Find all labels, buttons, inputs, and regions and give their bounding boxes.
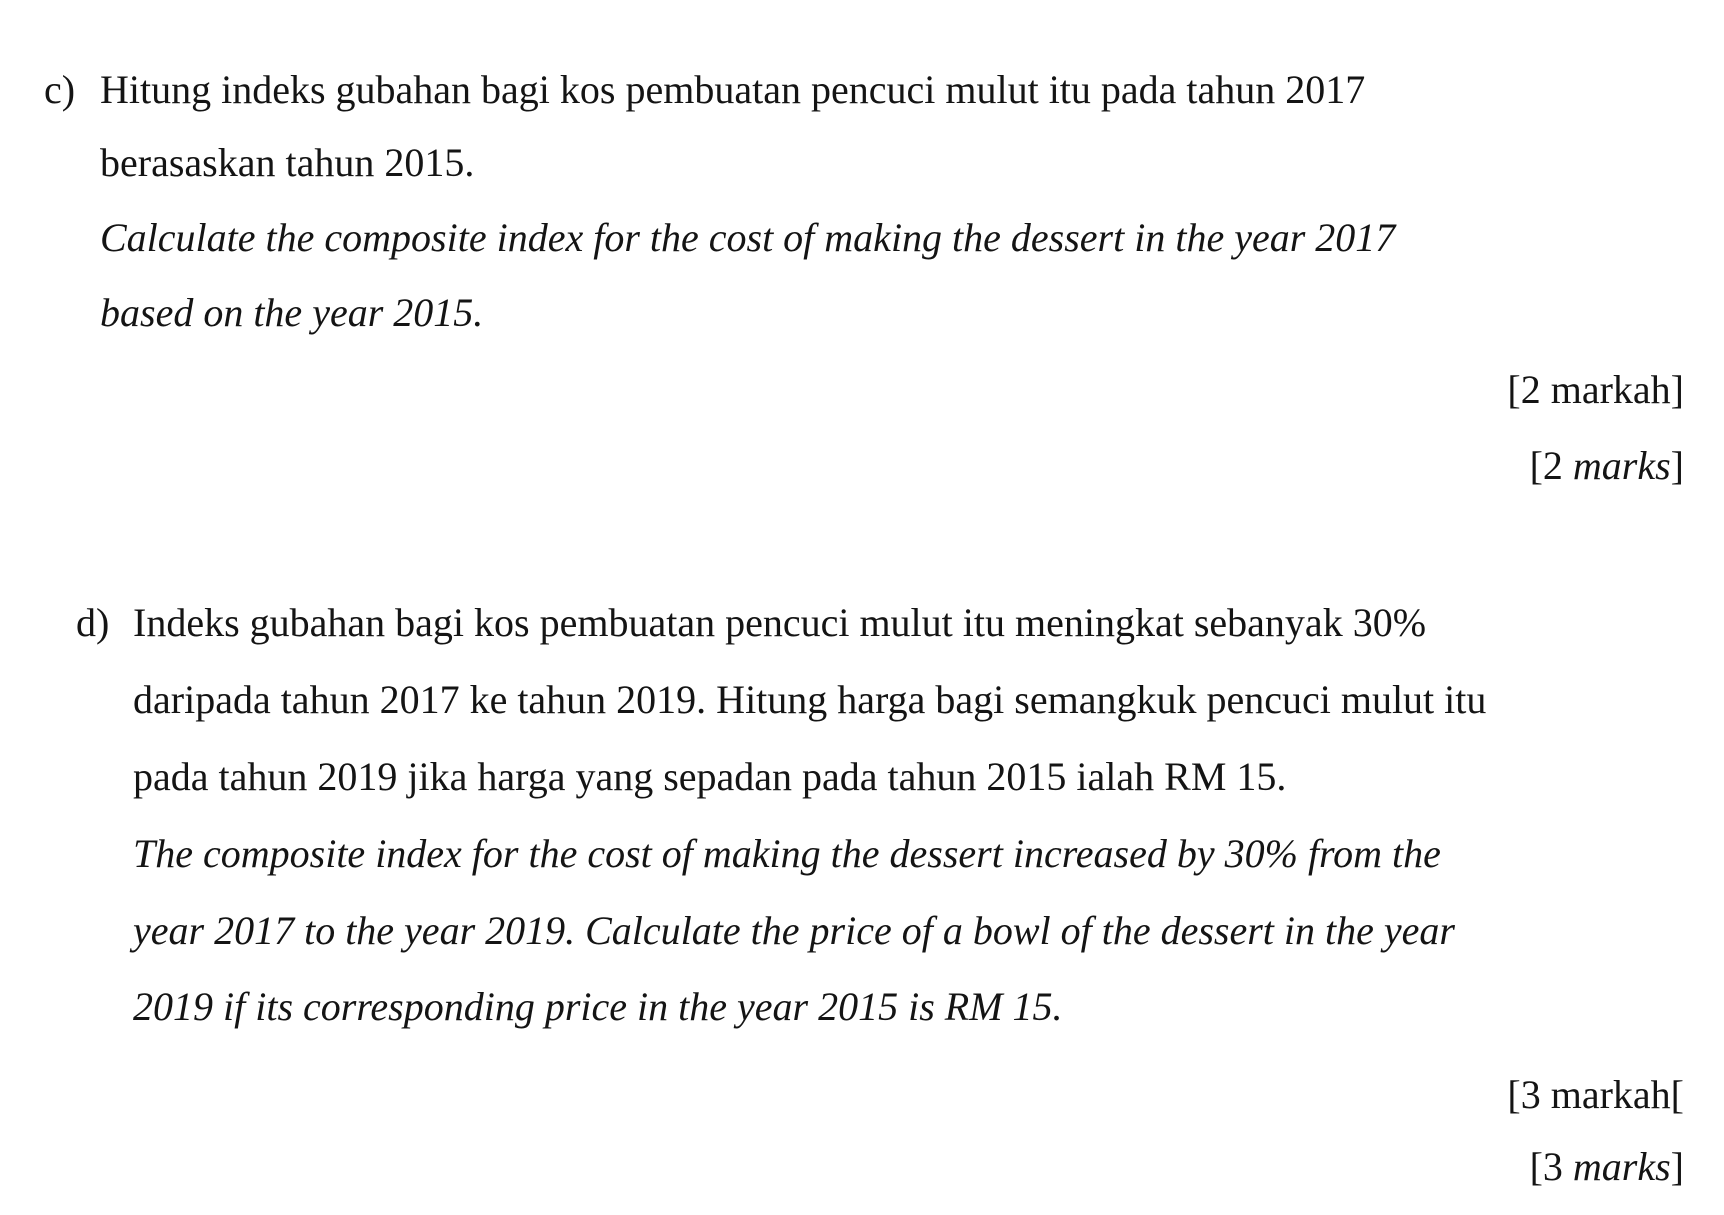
question-d-english-line-1: The composite index for the cost of making the dessert increased by 30% from the: [133, 831, 1441, 876]
question-d-malay-line-1: Indeks gubahan bagi kos pembuatan pencuci mulut itu meningkat sebanyak 30%: [133, 600, 1427, 645]
question-d-label: d): [76, 600, 110, 645]
question-c-english-line-1: Calculate the composite index for the cost of making the dessert in the year 2017: [100, 215, 1396, 260]
question-d-malay-line-3: pada tahun 2019 jika harga yang sepadan pada tahun 2015 ialah RM 15.: [133, 754, 1287, 799]
question-c-marks-malay: [2 markah]: [1507, 367, 1684, 412]
question-d-marks-english: [1529, 1144, 1684, 1189]
question-c-malay-line-1: Hitung indeks gubahan bagi kos pembuatan pencuci mulut itu pada tahun 2017: [100, 67, 1366, 112]
marks-close: ]: [1670, 1144, 1684, 1189]
marks-open: [2: [1529, 443, 1573, 488]
marks-word: marks: [1572, 443, 1671, 488]
question-d-english-line-2: year 2017 to the year 2019. Calculate the price of a bowl of the dessert in the year: [133, 908, 1455, 953]
marks-open: [3: [1529, 1144, 1573, 1189]
question-d-marks-malay: [3 markah[: [1507, 1072, 1684, 1117]
question-d-english-line-3: 2019 if its corresponding price in the year 2015 is RM 15.: [133, 984, 1063, 1029]
question-c-english-line-2: based on the year 2015.: [100, 290, 484, 335]
question-c-label: c): [44, 67, 76, 112]
question-d-malay-line-2: daripada tahun 2017 ke tahun 2019. Hitung harga bagi semangkuk pencuci mulut itu: [133, 677, 1487, 722]
question-c-marks-english: [1529, 443, 1684, 488]
question-c-malay-line-2: berasaskan tahun 2015.: [100, 140, 475, 185]
marks-word: marks: [1572, 1144, 1671, 1189]
marks-close: ]: [1670, 443, 1684, 488]
